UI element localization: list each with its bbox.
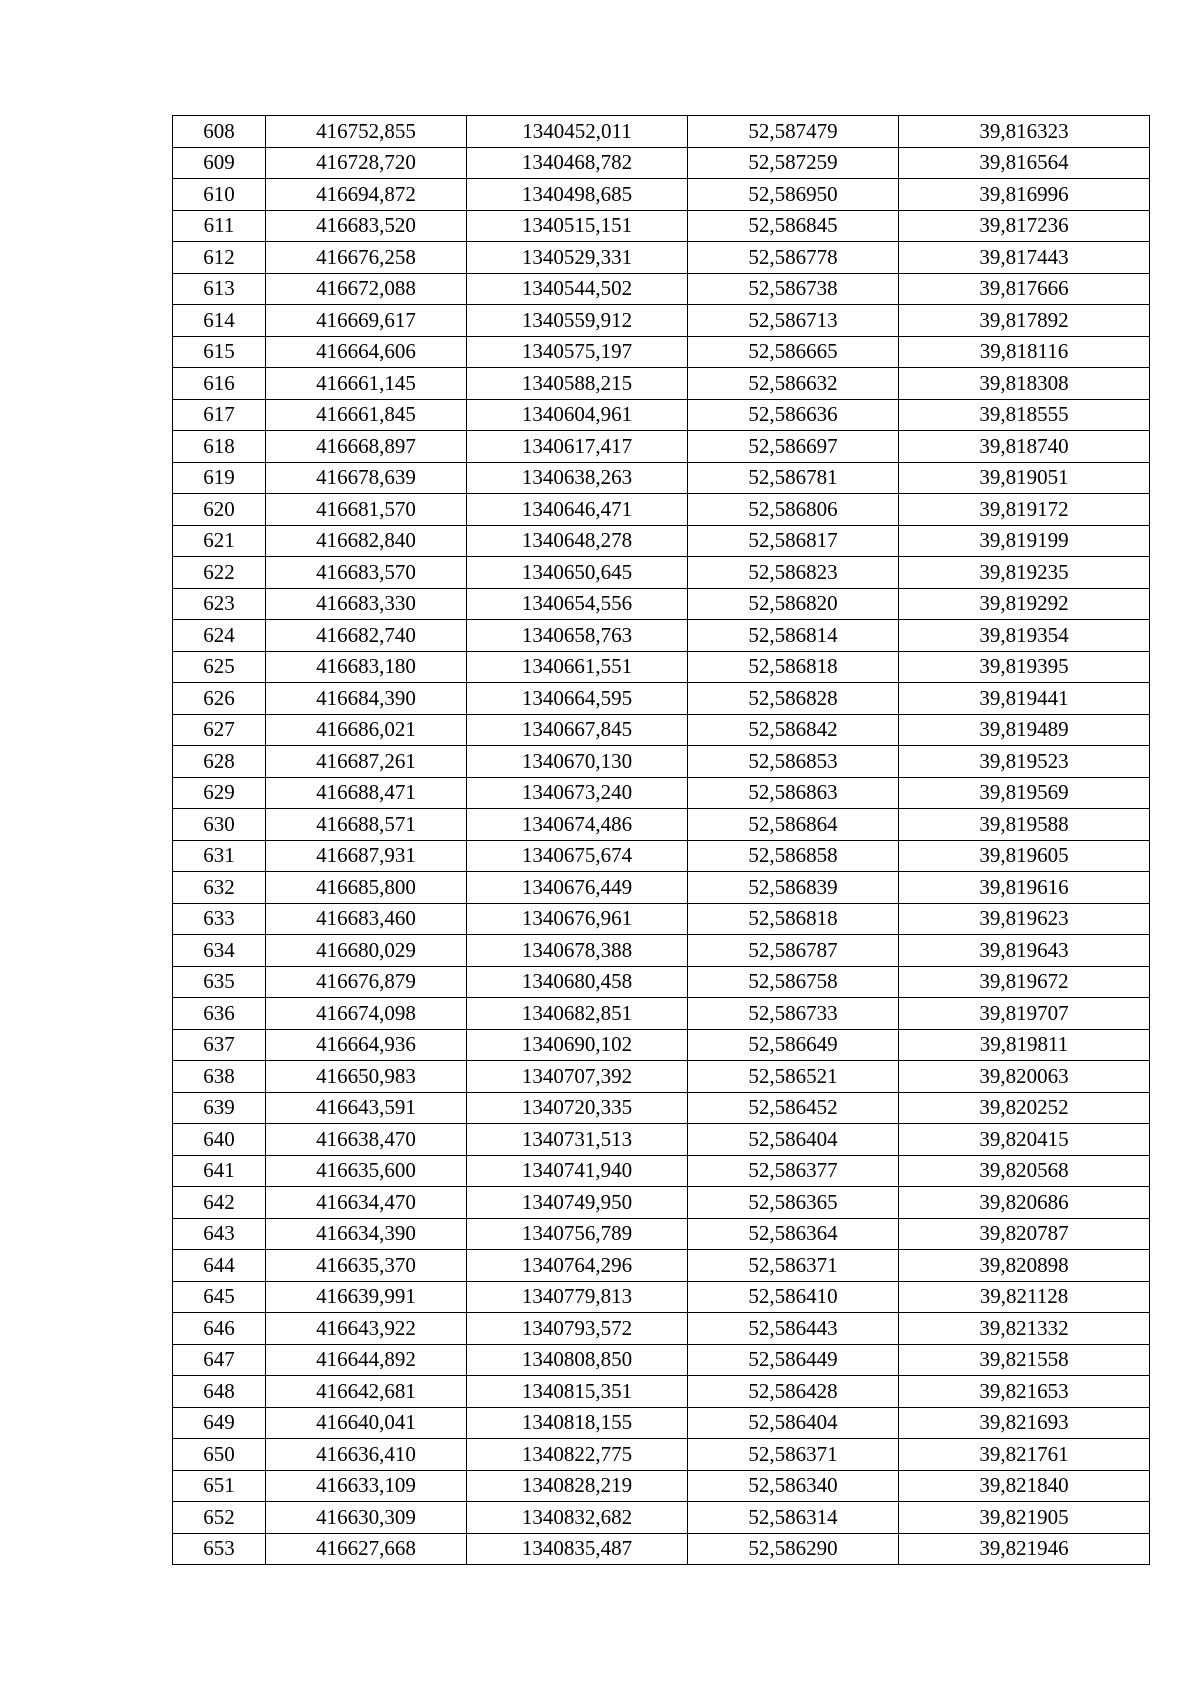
point-number-cell: 612	[173, 242, 266, 274]
point-number-cell: 611	[173, 210, 266, 242]
table-row	[173, 210, 1150, 242]
x-coordinate-cell: 416752,855	[266, 116, 467, 148]
table-row	[173, 588, 1150, 620]
x-coordinate-cell: 416638,470	[266, 1124, 467, 1156]
longitude-cell: 39,819623	[899, 903, 1150, 935]
longitude-cell: 39,819588	[899, 809, 1150, 841]
table-row	[173, 1124, 1150, 1156]
x-coordinate-cell: 416728,720	[266, 147, 467, 179]
point-number-cell: 636	[173, 998, 266, 1030]
longitude-cell: 39,819569	[899, 777, 1150, 809]
latitude-cell: 52,586820	[688, 588, 899, 620]
table-row	[173, 1533, 1150, 1565]
y-coordinate-cell: 1340604,961	[467, 399, 688, 431]
latitude-cell: 52,586806	[688, 494, 899, 526]
x-coordinate-cell: 416682,740	[266, 620, 467, 652]
point-number-cell: 623	[173, 588, 266, 620]
longitude-cell: 39,819051	[899, 462, 1150, 494]
latitude-cell: 52,587479	[688, 116, 899, 148]
x-coordinate-cell: 416685,800	[266, 872, 467, 904]
latitude-cell: 52,587259	[688, 147, 899, 179]
latitude-cell: 52,586713	[688, 305, 899, 337]
latitude-cell: 52,586649	[688, 1029, 899, 1061]
latitude-cell: 52,586787	[688, 935, 899, 967]
y-coordinate-cell: 1340654,556	[467, 588, 688, 620]
x-coordinate-cell: 416640,041	[266, 1407, 467, 1439]
y-coordinate-cell: 1340661,551	[467, 651, 688, 683]
longitude-cell: 39,817443	[899, 242, 1150, 274]
y-coordinate-cell: 1340720,335	[467, 1092, 688, 1124]
x-coordinate-cell: 416630,309	[266, 1502, 467, 1534]
point-number-cell: 622	[173, 557, 266, 589]
point-number-cell: 651	[173, 1470, 266, 1502]
longitude-cell: 39,821946	[899, 1533, 1150, 1565]
y-coordinate-cell: 1340664,595	[467, 683, 688, 715]
point-number-cell: 650	[173, 1439, 266, 1471]
longitude-cell: 39,818555	[899, 399, 1150, 431]
latitude-cell: 52,586697	[688, 431, 899, 463]
point-number-cell: 628	[173, 746, 266, 778]
x-coordinate-cell: 416678,639	[266, 462, 467, 494]
latitude-cell: 52,586845	[688, 210, 899, 242]
x-coordinate-cell: 416687,931	[266, 840, 467, 872]
table-row	[173, 431, 1150, 463]
latitude-cell: 52,586839	[688, 872, 899, 904]
table-row	[173, 305, 1150, 337]
longitude-cell: 39,821693	[899, 1407, 1150, 1439]
table-row	[173, 809, 1150, 841]
y-coordinate-cell: 1340658,763	[467, 620, 688, 652]
y-coordinate-cell: 1340815,351	[467, 1376, 688, 1408]
latitude-cell: 52,586632	[688, 368, 899, 400]
table-row	[173, 903, 1150, 935]
y-coordinate-cell: 1340468,782	[467, 147, 688, 179]
longitude-cell: 39,819199	[899, 525, 1150, 557]
y-coordinate-cell: 1340673,240	[467, 777, 688, 809]
longitude-cell: 39,818740	[899, 431, 1150, 463]
latitude-cell: 52,586665	[688, 336, 899, 368]
latitude-cell: 52,586452	[688, 1092, 899, 1124]
table-row	[173, 368, 1150, 400]
table-row	[173, 1250, 1150, 1282]
table-row	[173, 1502, 1150, 1534]
x-coordinate-cell: 416683,570	[266, 557, 467, 589]
table-row	[173, 1155, 1150, 1187]
table-row	[173, 1313, 1150, 1345]
latitude-cell: 52,586733	[688, 998, 899, 1030]
x-coordinate-cell: 416683,460	[266, 903, 467, 935]
point-number-cell: 614	[173, 305, 266, 337]
latitude-cell: 52,586404	[688, 1407, 899, 1439]
point-number-cell: 620	[173, 494, 266, 526]
point-number-cell: 630	[173, 809, 266, 841]
longitude-cell: 39,819172	[899, 494, 1150, 526]
x-coordinate-cell: 416694,872	[266, 179, 467, 211]
y-coordinate-cell: 1340741,940	[467, 1155, 688, 1187]
longitude-cell: 39,820787	[899, 1218, 1150, 1250]
y-coordinate-cell: 1340676,449	[467, 872, 688, 904]
x-coordinate-cell: 416682,840	[266, 525, 467, 557]
longitude-cell: 39,818308	[899, 368, 1150, 400]
latitude-cell: 52,586817	[688, 525, 899, 557]
y-coordinate-cell: 1340835,487	[467, 1533, 688, 1565]
point-number-cell: 653	[173, 1533, 266, 1565]
x-coordinate-cell: 416684,390	[266, 683, 467, 715]
latitude-cell: 52,586410	[688, 1281, 899, 1313]
coordinate-table	[172, 115, 1150, 1565]
point-number-cell: 609	[173, 147, 266, 179]
y-coordinate-cell: 1340680,458	[467, 966, 688, 998]
table-row	[173, 1061, 1150, 1093]
y-coordinate-cell: 1340818,155	[467, 1407, 688, 1439]
point-number-cell: 649	[173, 1407, 266, 1439]
longitude-cell: 39,821905	[899, 1502, 1150, 1534]
y-coordinate-cell: 1340559,912	[467, 305, 688, 337]
latitude-cell: 52,586814	[688, 620, 899, 652]
longitude-cell: 39,820686	[899, 1187, 1150, 1219]
y-coordinate-cell: 1340779,813	[467, 1281, 688, 1313]
longitude-cell: 39,819643	[899, 935, 1150, 967]
table-row	[173, 494, 1150, 526]
y-coordinate-cell: 1340529,331	[467, 242, 688, 274]
longitude-cell: 39,821558	[899, 1344, 1150, 1376]
table-row	[173, 557, 1150, 589]
table-row	[173, 935, 1150, 967]
longitude-cell: 39,819395	[899, 651, 1150, 683]
y-coordinate-cell: 1340667,845	[467, 714, 688, 746]
latitude-cell: 52,586842	[688, 714, 899, 746]
latitude-cell: 52,586428	[688, 1376, 899, 1408]
longitude-cell: 39,821332	[899, 1313, 1150, 1345]
table-row	[173, 399, 1150, 431]
longitude-cell: 39,819523	[899, 746, 1150, 778]
point-number-cell: 624	[173, 620, 266, 652]
table-row	[173, 1281, 1150, 1313]
table-row	[173, 777, 1150, 809]
y-coordinate-cell: 1340756,789	[467, 1218, 688, 1250]
x-coordinate-cell: 416683,330	[266, 588, 467, 620]
latitude-cell: 52,586738	[688, 273, 899, 305]
x-coordinate-cell: 416668,897	[266, 431, 467, 463]
point-number-cell: 645	[173, 1281, 266, 1313]
table-row	[173, 1187, 1150, 1219]
table-row	[173, 714, 1150, 746]
table-row	[173, 1344, 1150, 1376]
x-coordinate-cell: 416688,471	[266, 777, 467, 809]
x-coordinate-cell: 416636,410	[266, 1439, 467, 1471]
latitude-cell: 52,586781	[688, 462, 899, 494]
y-coordinate-cell: 1340674,486	[467, 809, 688, 841]
point-number-cell: 621	[173, 525, 266, 557]
latitude-cell: 52,586404	[688, 1124, 899, 1156]
y-coordinate-cell: 1340638,263	[467, 462, 688, 494]
table-row	[173, 242, 1150, 274]
y-coordinate-cell: 1340793,572	[467, 1313, 688, 1345]
latitude-cell: 52,586950	[688, 179, 899, 211]
point-number-cell: 633	[173, 903, 266, 935]
longitude-cell: 39,819292	[899, 588, 1150, 620]
point-number-cell: 643	[173, 1218, 266, 1250]
y-coordinate-cell: 1340676,961	[467, 903, 688, 935]
longitude-cell: 39,819672	[899, 966, 1150, 998]
point-number-cell: 619	[173, 462, 266, 494]
x-coordinate-cell: 416661,145	[266, 368, 467, 400]
longitude-cell: 39,819616	[899, 872, 1150, 904]
y-coordinate-cell: 1340648,278	[467, 525, 688, 557]
point-number-cell: 626	[173, 683, 266, 715]
x-coordinate-cell: 416644,892	[266, 1344, 467, 1376]
longitude-cell: 39,821840	[899, 1470, 1150, 1502]
y-coordinate-cell: 1340588,215	[467, 368, 688, 400]
y-coordinate-cell: 1340498,685	[467, 179, 688, 211]
x-coordinate-cell: 416683,520	[266, 210, 467, 242]
point-number-cell: 646	[173, 1313, 266, 1345]
longitude-cell: 39,819707	[899, 998, 1150, 1030]
coordinate-table-body	[173, 116, 1150, 1565]
point-number-cell: 641	[173, 1155, 266, 1187]
table-row	[173, 998, 1150, 1030]
latitude-cell: 52,586828	[688, 683, 899, 715]
point-number-cell: 642	[173, 1187, 266, 1219]
x-coordinate-cell: 416634,470	[266, 1187, 467, 1219]
x-coordinate-cell: 416681,570	[266, 494, 467, 526]
latitude-cell: 52,586864	[688, 809, 899, 841]
point-number-cell: 625	[173, 651, 266, 683]
point-number-cell: 615	[173, 336, 266, 368]
point-number-cell: 613	[173, 273, 266, 305]
point-number-cell: 616	[173, 368, 266, 400]
point-number-cell: 618	[173, 431, 266, 463]
x-coordinate-cell: 416674,098	[266, 998, 467, 1030]
x-coordinate-cell: 416669,617	[266, 305, 467, 337]
point-number-cell: 632	[173, 872, 266, 904]
longitude-cell: 39,821761	[899, 1439, 1150, 1471]
latitude-cell: 52,586449	[688, 1344, 899, 1376]
longitude-cell: 39,821653	[899, 1376, 1150, 1408]
y-coordinate-cell: 1340544,502	[467, 273, 688, 305]
latitude-cell: 52,586371	[688, 1439, 899, 1471]
table-row	[173, 1407, 1150, 1439]
latitude-cell: 52,586443	[688, 1313, 899, 1345]
latitude-cell: 52,586521	[688, 1061, 899, 1093]
table-row	[173, 966, 1150, 998]
table-row	[173, 683, 1150, 715]
table-row	[173, 1029, 1150, 1061]
y-coordinate-cell: 1340646,471	[467, 494, 688, 526]
latitude-cell: 52,586290	[688, 1533, 899, 1565]
table-row	[173, 116, 1150, 148]
latitude-cell: 52,586364	[688, 1218, 899, 1250]
latitude-cell: 52,586371	[688, 1250, 899, 1282]
x-coordinate-cell: 416643,922	[266, 1313, 467, 1345]
latitude-cell: 52,586778	[688, 242, 899, 274]
longitude-cell: 39,820415	[899, 1124, 1150, 1156]
x-coordinate-cell: 416634,390	[266, 1218, 467, 1250]
x-coordinate-cell: 416683,180	[266, 651, 467, 683]
longitude-cell: 39,817892	[899, 305, 1150, 337]
longitude-cell: 39,817666	[899, 273, 1150, 305]
x-coordinate-cell: 416642,681	[266, 1376, 467, 1408]
x-coordinate-cell: 416661,845	[266, 399, 467, 431]
point-number-cell: 652	[173, 1502, 266, 1534]
table-row	[173, 1439, 1150, 1471]
table-row	[173, 462, 1150, 494]
y-coordinate-cell: 1340828,219	[467, 1470, 688, 1502]
table-row	[173, 1376, 1150, 1408]
latitude-cell: 52,586365	[688, 1187, 899, 1219]
table-row	[173, 147, 1150, 179]
table-row	[173, 620, 1150, 652]
x-coordinate-cell: 416676,879	[266, 966, 467, 998]
longitude-cell: 39,819441	[899, 683, 1150, 715]
point-number-cell: 638	[173, 1061, 266, 1093]
point-number-cell: 644	[173, 1250, 266, 1282]
x-coordinate-cell: 416672,088	[266, 273, 467, 305]
x-coordinate-cell: 416680,029	[266, 935, 467, 967]
y-coordinate-cell: 1340832,682	[467, 1502, 688, 1534]
longitude-cell: 39,819605	[899, 840, 1150, 872]
table-row	[173, 1092, 1150, 1124]
latitude-cell: 52,586853	[688, 746, 899, 778]
y-coordinate-cell: 1340690,102	[467, 1029, 688, 1061]
table-row	[173, 1470, 1150, 1502]
y-coordinate-cell: 1340650,645	[467, 557, 688, 589]
point-number-cell: 617	[173, 399, 266, 431]
y-coordinate-cell: 1340675,674	[467, 840, 688, 872]
table-row	[173, 651, 1150, 683]
longitude-cell: 39,820063	[899, 1061, 1150, 1093]
table-row	[173, 746, 1150, 778]
x-coordinate-cell: 416639,991	[266, 1281, 467, 1313]
point-number-cell: 634	[173, 935, 266, 967]
point-number-cell: 631	[173, 840, 266, 872]
latitude-cell: 52,586823	[688, 557, 899, 589]
longitude-cell: 39,819811	[899, 1029, 1150, 1061]
latitude-cell: 52,586340	[688, 1470, 899, 1502]
longitude-cell: 39,821128	[899, 1281, 1150, 1313]
longitude-cell: 39,816564	[899, 147, 1150, 179]
table-row	[173, 872, 1150, 904]
latitude-cell: 52,586636	[688, 399, 899, 431]
latitude-cell: 52,586377	[688, 1155, 899, 1187]
point-number-cell: 635	[173, 966, 266, 998]
y-coordinate-cell: 1340707,392	[467, 1061, 688, 1093]
x-coordinate-cell: 416643,591	[266, 1092, 467, 1124]
x-coordinate-cell: 416633,109	[266, 1470, 467, 1502]
x-coordinate-cell: 416650,983	[266, 1061, 467, 1093]
y-coordinate-cell: 1340682,851	[467, 998, 688, 1030]
table-row	[173, 1218, 1150, 1250]
y-coordinate-cell: 1340670,130	[467, 746, 688, 778]
longitude-cell: 39,819354	[899, 620, 1150, 652]
x-coordinate-cell: 416635,370	[266, 1250, 467, 1282]
x-coordinate-cell: 416664,606	[266, 336, 467, 368]
y-coordinate-cell: 1340822,775	[467, 1439, 688, 1471]
x-coordinate-cell: 416627,668	[266, 1533, 467, 1565]
longitude-cell: 39,818116	[899, 336, 1150, 368]
longitude-cell: 39,816996	[899, 179, 1150, 211]
longitude-cell: 39,820568	[899, 1155, 1150, 1187]
point-number-cell: 647	[173, 1344, 266, 1376]
y-coordinate-cell: 1340808,850	[467, 1344, 688, 1376]
point-number-cell: 629	[173, 777, 266, 809]
point-number-cell: 639	[173, 1092, 266, 1124]
longitude-cell: 39,819235	[899, 557, 1150, 589]
table-row	[173, 840, 1150, 872]
longitude-cell: 39,820252	[899, 1092, 1150, 1124]
latitude-cell: 52,586858	[688, 840, 899, 872]
y-coordinate-cell: 1340678,388	[467, 935, 688, 967]
longitude-cell: 39,820898	[899, 1250, 1150, 1282]
latitude-cell: 52,586758	[688, 966, 899, 998]
longitude-cell: 39,817236	[899, 210, 1150, 242]
y-coordinate-cell: 1340749,950	[467, 1187, 688, 1219]
y-coordinate-cell: 1340452,011	[467, 116, 688, 148]
y-coordinate-cell: 1340575,197	[467, 336, 688, 368]
latitude-cell: 52,586818	[688, 651, 899, 683]
point-number-cell: 640	[173, 1124, 266, 1156]
point-number-cell: 608	[173, 116, 266, 148]
longitude-cell: 39,816323	[899, 116, 1150, 148]
table-row	[173, 336, 1150, 368]
x-coordinate-cell: 416688,571	[266, 809, 467, 841]
x-coordinate-cell: 416676,258	[266, 242, 467, 274]
x-coordinate-cell: 416635,600	[266, 1155, 467, 1187]
y-coordinate-cell: 1340764,296	[467, 1250, 688, 1282]
point-number-cell: 648	[173, 1376, 266, 1408]
point-number-cell: 627	[173, 714, 266, 746]
longitude-cell: 39,819489	[899, 714, 1150, 746]
point-number-cell: 610	[173, 179, 266, 211]
y-coordinate-cell: 1340617,417	[467, 431, 688, 463]
x-coordinate-cell: 416664,936	[266, 1029, 467, 1061]
table-row	[173, 273, 1150, 305]
latitude-cell: 52,586314	[688, 1502, 899, 1534]
y-coordinate-cell: 1340515,151	[467, 210, 688, 242]
table-row	[173, 525, 1150, 557]
x-coordinate-cell: 416687,261	[266, 746, 467, 778]
point-number-cell: 637	[173, 1029, 266, 1061]
x-coordinate-cell: 416686,021	[266, 714, 467, 746]
table-row	[173, 179, 1150, 211]
latitude-cell: 52,586818	[688, 903, 899, 935]
y-coordinate-cell: 1340731,513	[467, 1124, 688, 1156]
latitude-cell: 52,586863	[688, 777, 899, 809]
